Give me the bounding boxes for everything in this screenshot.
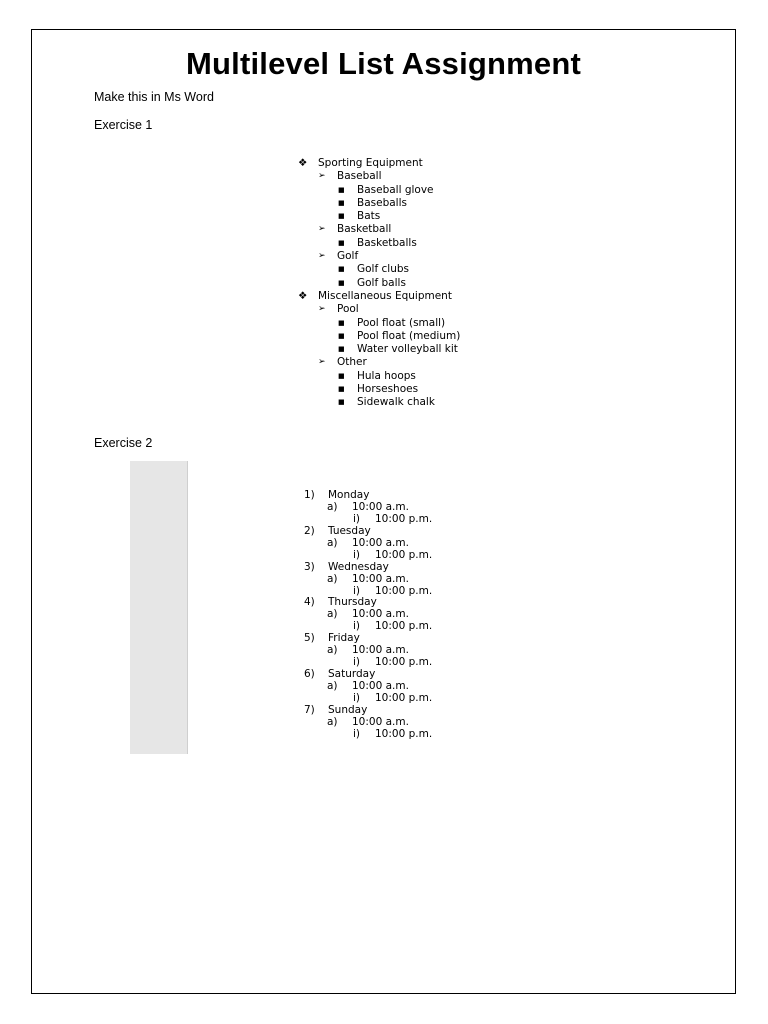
- list-item-text: Water volleyball kit: [357, 343, 458, 356]
- diamond-bullet-icon: ❖: [298, 157, 308, 169]
- list-item-text: 10:00 p.m.: [375, 656, 433, 669]
- list-item-text: Hula hoops: [357, 369, 416, 382]
- list-item-text: Pool float (small): [357, 316, 446, 329]
- list-item-number: a): [327, 572, 338, 585]
- square-bullet-icon: ■: [338, 185, 345, 194]
- list-item-text: Miscellaneous Equipment: [318, 289, 452, 302]
- list-item-text: Basketball: [337, 223, 392, 236]
- list-item-text: 10:00 p.m.: [375, 691, 433, 704]
- list-item-text: Sunday: [328, 703, 368, 716]
- list-item-number: 7): [304, 703, 315, 716]
- list-item-text: Tuesday: [328, 524, 371, 537]
- square-bullet-icon: ■: [338, 198, 345, 207]
- list-item-text: Sidewalk chalk: [357, 396, 435, 409]
- list-item-text: Other: [337, 356, 367, 369]
- arrowhead-bullet-icon: ➢: [318, 251, 326, 262]
- list-item-number: 2): [304, 524, 315, 537]
- list-item-text: 10:00 a.m.: [352, 536, 409, 549]
- list-item-text: 10:00 p.m.: [375, 512, 433, 525]
- document-page: [31, 29, 736, 994]
- gray-shaded-block: [130, 461, 188, 754]
- square-bullet-icon: ■: [338, 398, 345, 407]
- square-bullet-icon: ■: [338, 331, 345, 340]
- list-item-number: 4): [304, 596, 315, 609]
- list-item-number: a): [327, 500, 338, 513]
- instruction-text: Make this in Ms Word: [94, 90, 214, 104]
- list-item-number: i): [353, 620, 361, 633]
- square-bullet-icon: ■: [338, 345, 345, 354]
- square-bullet-icon: ■: [338, 212, 345, 221]
- list-item-text: Golf balls: [357, 276, 406, 289]
- list-item-number: i): [353, 727, 361, 740]
- list-item-text: 10:00 a.m.: [352, 500, 409, 513]
- list-item-number: 5): [304, 632, 315, 645]
- list-item-text: 10:00 p.m.: [375, 584, 433, 597]
- list-item-number: 3): [304, 560, 315, 573]
- list-item-text: Pool float (medium): [357, 329, 461, 342]
- list-item-text: 10:00 a.m.: [352, 644, 409, 657]
- list-item-number: i): [353, 512, 361, 525]
- list-item-text: Baseballs: [357, 196, 407, 209]
- list-item-text: Monday: [328, 489, 370, 501]
- list-item-text: 10:00 a.m.: [352, 608, 409, 621]
- list-item-text: Baseball glove: [357, 183, 434, 196]
- list-item-text: Golf: [337, 250, 359, 263]
- list-item-number: 1): [304, 489, 315, 501]
- list-item-number: a): [327, 715, 338, 728]
- list-item-text: Basketballs: [357, 236, 417, 249]
- list-item-text: 10:00 a.m.: [352, 680, 409, 692]
- list-item-text: 10:00 a.m.: [352, 572, 409, 585]
- arrowhead-bullet-icon: ➢: [318, 224, 326, 235]
- diamond-bullet-icon: ❖: [298, 289, 308, 302]
- list-item-text: Wednesday: [328, 560, 389, 573]
- list-item-text: 10:00 p.m.: [375, 548, 433, 561]
- square-bullet-icon: ■: [338, 385, 345, 394]
- square-bullet-icon: ■: [338, 278, 345, 287]
- square-bullet-icon: ■: [338, 238, 345, 247]
- list-item-text: Thursday: [328, 596, 377, 609]
- arrowhead-bullet-icon: ➢: [318, 304, 326, 315]
- list-item-number: a): [327, 536, 338, 549]
- list-item-text: Horseshoes: [357, 383, 419, 396]
- square-bullet-icon: ■: [338, 318, 345, 327]
- exercise-1-heading: Exercise 1: [94, 118, 153, 132]
- square-bullet-icon: ■: [338, 265, 345, 274]
- page-title: Multilevel List Assignment: [185, 46, 582, 81]
- list-item-number: i): [353, 691, 361, 704]
- arrowhead-bullet-icon: ➢: [318, 171, 326, 182]
- list-item-number: i): [353, 656, 361, 669]
- list-item-number: a): [327, 680, 338, 692]
- list-item-number: a): [327, 644, 338, 657]
- list-item-text: Pool: [337, 303, 359, 316]
- list-item-text: Bats: [357, 210, 381, 223]
- list-item-number: a): [327, 608, 338, 621]
- arrowhead-bullet-icon: ➢: [318, 357, 326, 368]
- list-item-number: i): [353, 584, 361, 597]
- list-item-text: Saturday: [328, 668, 376, 681]
- list-item-text: Sporting Equipment: [318, 157, 423, 169]
- list-item-text: Baseball: [337, 170, 382, 183]
- square-bullet-icon: ■: [338, 371, 345, 380]
- list-item-text: Friday: [328, 632, 360, 645]
- list-item-text: 10:00 p.m.: [375, 620, 433, 633]
- list-item-text: Golf clubs: [357, 263, 409, 276]
- list-item-number: 6): [304, 668, 315, 681]
- list-item-text: 10:00 a.m.: [352, 715, 409, 728]
- list-item-number: i): [353, 548, 361, 561]
- list-item-text: 10:00 p.m.: [375, 727, 433, 740]
- exercise-2-heading: Exercise 2: [94, 436, 153, 450]
